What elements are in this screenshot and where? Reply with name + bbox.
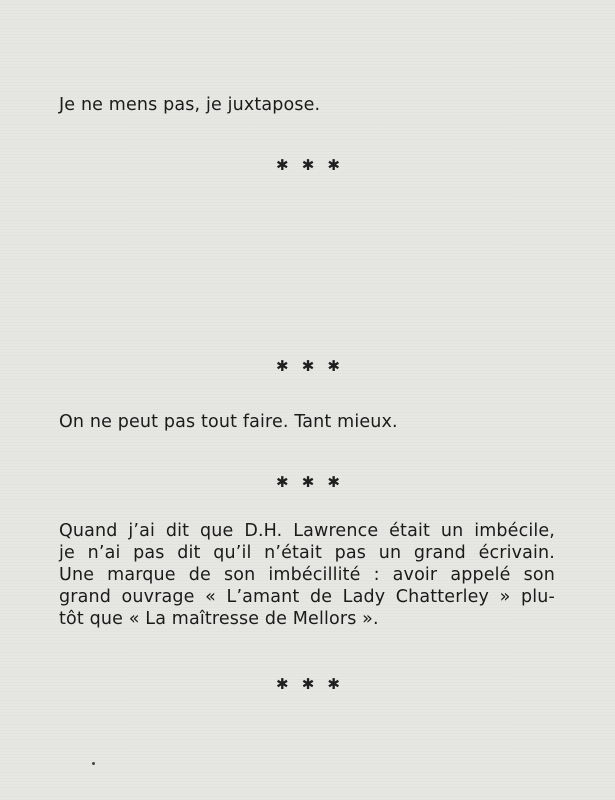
asterisk-icon: ✱ — [327, 675, 340, 693]
paragraph-line: je n’ai pas dit qu’il n’était pas un grand écrivain. — [59, 543, 555, 563]
asterisk-icon: ✱ — [276, 156, 289, 174]
aphorism-tant-mieux: On ne peut pas tout faire. Tant mieux. — [59, 412, 398, 432]
aphorism-lawrence — [59, 520, 555, 630]
asterisk-icon: ✱ — [276, 473, 289, 491]
asterisk-icon: ✱ — [327, 357, 340, 375]
asterisk-icon: ✱ — [327, 156, 340, 174]
asterism-separator — [276, 475, 340, 489]
asterisk-icon: ✱ — [327, 473, 340, 491]
asterism-separator — [276, 677, 340, 691]
paragraph-line: grand ouvrage « L’amant de Lady Chatterley » plu- — [59, 587, 555, 607]
asterisk-icon: ✱ — [301, 473, 315, 491]
asterisk-icon: ✱ — [276, 675, 289, 693]
paragraph-line: Quand j’ai dit que D.H. Lawrence était un imbécile, — [59, 521, 555, 541]
asterisk-icon: ✱ — [301, 675, 315, 693]
paragraph-line: Une marque de son imbécillité : avoir appelé son — [59, 565, 555, 585]
asterisk-icon: ✱ — [276, 357, 289, 375]
aphorism-juxtapose: Je ne mens pas, je juxtapose. — [59, 95, 321, 115]
asterism-separator — [276, 359, 340, 373]
asterisk-icon: ✱ — [301, 357, 315, 375]
asterisk-icon: ✱ — [301, 156, 315, 174]
paper-speck — [92, 762, 95, 765]
paragraph-line: tôt que « La maîtresse de Mellors ». — [59, 609, 379, 629]
asterism-separator — [276, 158, 340, 172]
